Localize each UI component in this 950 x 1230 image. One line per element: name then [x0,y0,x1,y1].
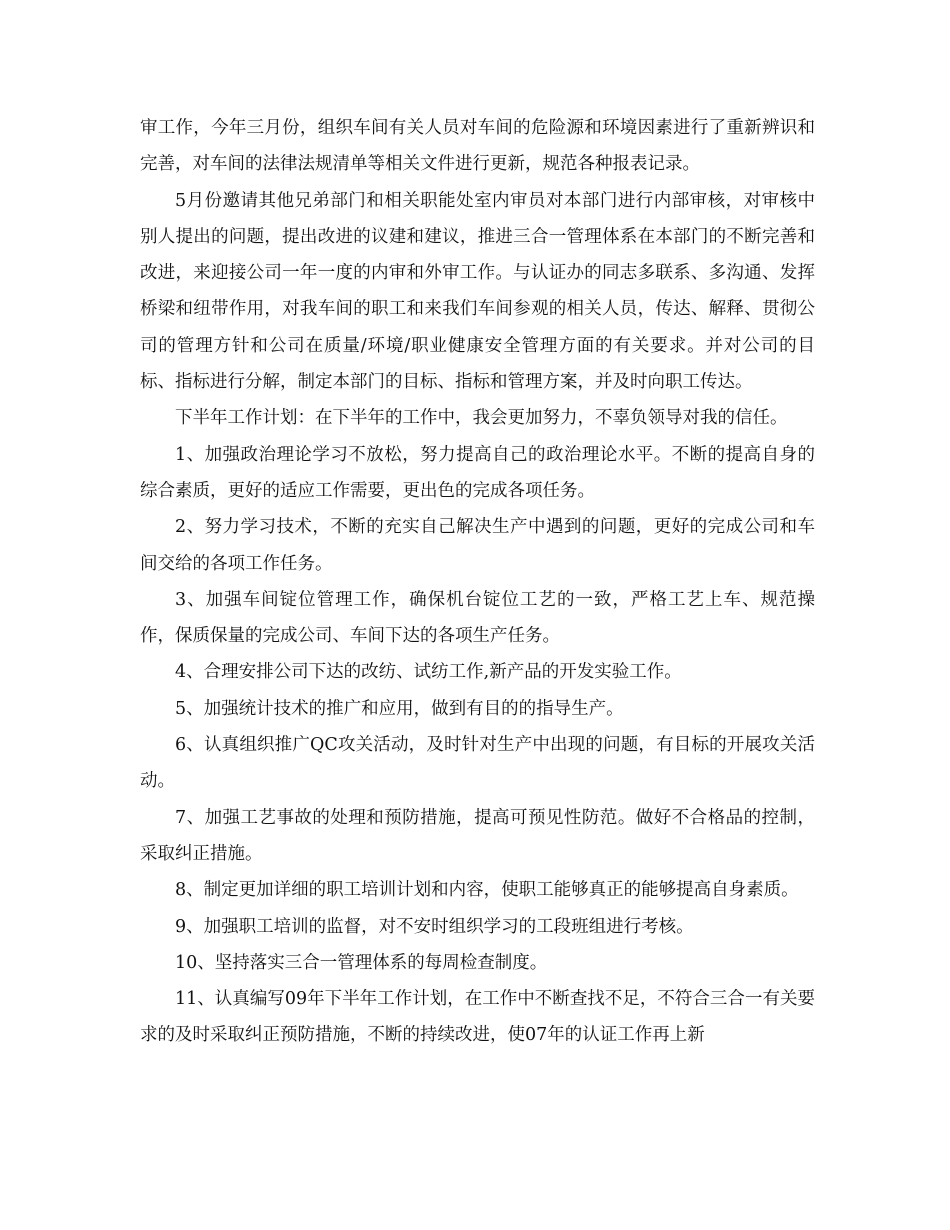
document-body [140,110,815,1054]
plan-item-6: 6、认真组织推广QC攻关活动，及时针对生产中出现的问题，有目标的开展攻关活动。 [140,735,815,792]
paragraph-plan-intro: 下半年工作计划：在下半年的工作中，我会更加努力，不辜负领导对我的信任。 [175,408,788,429]
plan-item-8: 8、制定更加详细的职工培训计划和内容，使职工能够真正的能够提高自身素质。 [175,880,799,901]
plan-item-4: 4、合理安排公司下达的改纺、试纺工作,新产品的开发实验工作。 [175,662,682,683]
paragraph-may-audit: 5月份邀请其他兄弟部门和相关职能处室内审员对本部门进行内部审核，对审核中别人提出的问题，提出改进的议建和建议，推进三合一管理体系在本部门的不断完善和改进，来迎接公司一年一度的内审和外审工作。与认证办的同志多联系、多沟通、发挥桥梁和纽带作用，对我车间的职工和来我们车间参观的相关人员，传达、解释、贯彻公司的管理方针和公司在质量/环境/职业健康安全管理方面的有关要求。并对公司的目标、指标进行分解，制定本部门的目标、指标和管理方案，并及时向职工传达。 [140,190,815,393]
plan-item-5: 5、加强统计技术的推广和应用，做到有目的的指导生产。 [175,698,624,719]
plan-item-10: 10、坚持落实三合一管理体系的每周检查制度。 [175,952,548,973]
plan-item-2: 2、努力学习技术，不断的充实自己解决生产中遇到的问题，更好的完成公司和车间交给的各项工作任务。 [140,517,815,574]
paragraph-continuation: 审工作，今年三月份，组织车间有关人员对车间的危险源和环境因素进行了重新辨识和完善，对车间的法律法规清单等相关文件进行更新，规范各种报表记录。 [140,118,815,175]
plan-item-1: 1、加强政治理论学习不放松，努力提高自己的政治理论水平。不断的提高自身的综合素质，更好的适应工作需要，更出色的完成各项任务。 [140,444,815,501]
plan-item-9: 9、加强职工培训的监督，对不安时组织学习的工段班组进行考核。 [175,916,694,937]
plan-item-3: 3、加强车间锭位管理工作，确保机台锭位工艺的一致，严格工艺上车、规范操作，保质保量的完成公司、车间下达的各项生产任务。 [140,589,815,647]
plan-item-11: 11、认真编写09年下半年工作计划，在工作中不断查找不足，不符合三合一有关要求的及时采取纠正预防措施，不断的持续改进，使07年的认证工作再上新 [140,989,815,1046]
plan-item-7: 7、加强工艺事故的处理和预防措施，提高可预见性防范。做好不合格品的控制，采取纠正措施。 [140,807,815,864]
